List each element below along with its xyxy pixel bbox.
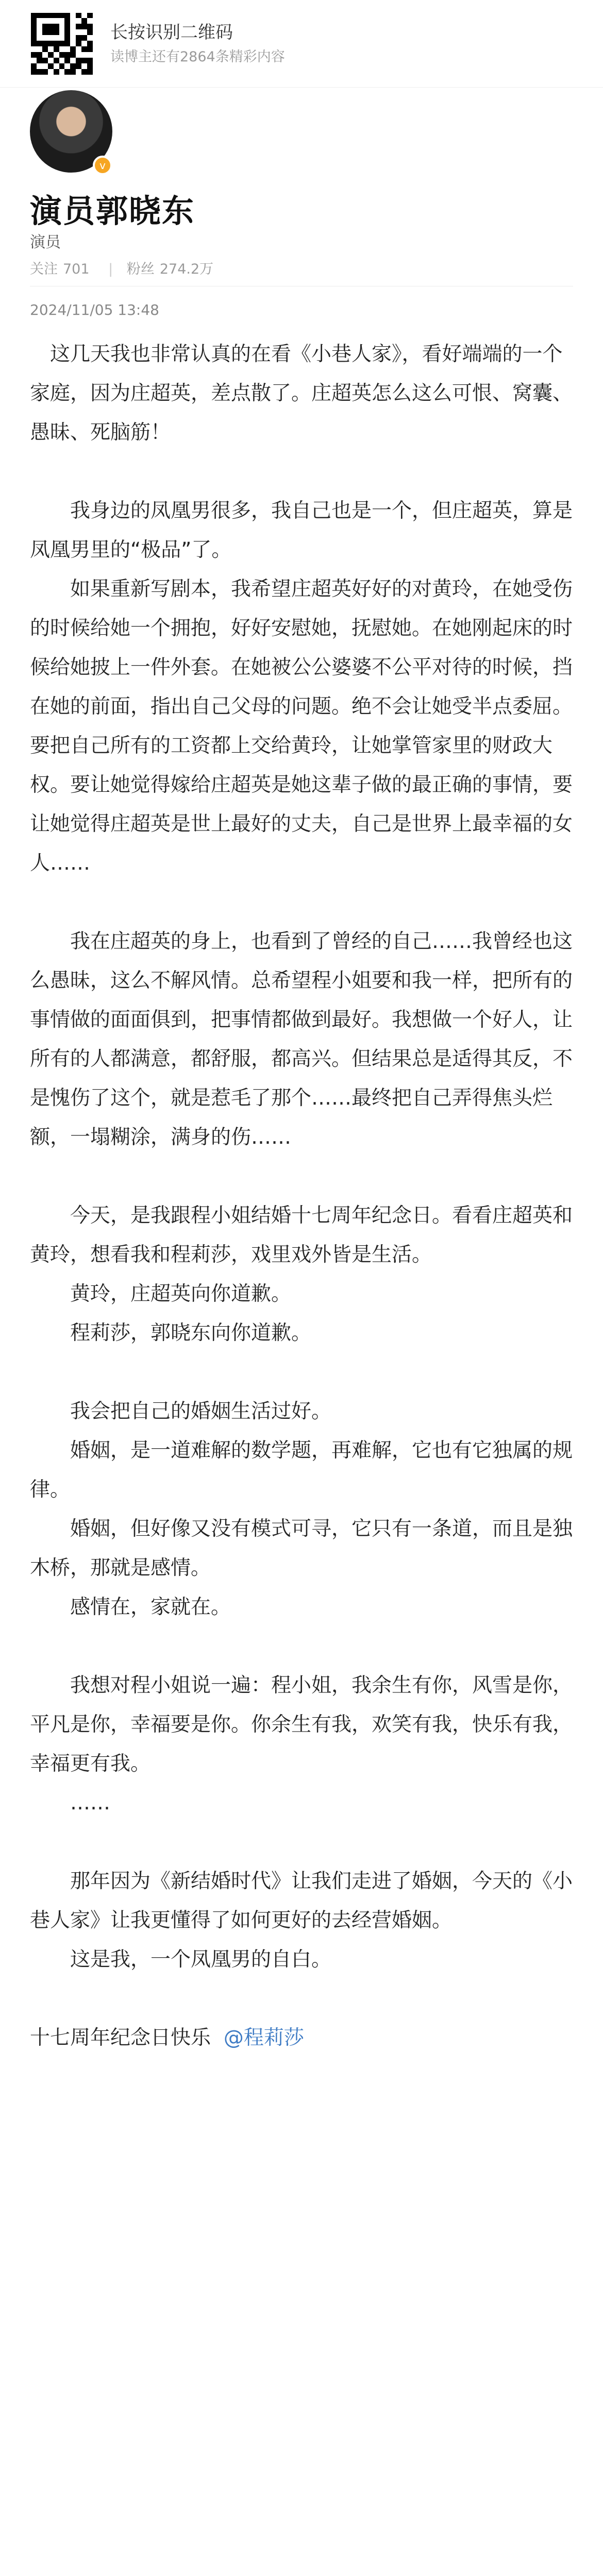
stats-separator: | [108, 261, 113, 277]
profile-stats [30, 258, 219, 278]
post-paragraph: 我会把自己的婚姻生活过好。 [70, 1400, 332, 1423]
qr-banner[interactable] [0, 0, 603, 88]
mention-link[interactable]: @程莉莎 [223, 2026, 304, 2049]
post-paragraph: 这是我，一个凤凰男的自白。 [70, 1948, 332, 1971]
post-paragraph: …… [70, 1791, 110, 1815]
v-badge-icon: v [93, 156, 112, 175]
post-paragraph: 这几天我也非常认真的在看《小巷人家》，看好端端的一个家庭，因为庄超英，差点散了。庄超英怎么这么可恨、窝囊、愚昧、死脑筋！ [30, 343, 573, 444]
fans-label: 粉丝 [126, 261, 155, 277]
post-paragraph: 程莉莎，郭晓东向你道歉。 [70, 1321, 312, 1345]
post-paragraph: 如果重新写剧本，我希望庄超英好好的对黄玲，在她受伤的时候给她一个拥抱，好好安慰她，抚慰她。在她刚起床的时候给她披上一件外套。在她被公公婆婆不公平对待的时候，挡在她的前面，指出自己父母的问题。绝不会让她受半点委屈。要把自己所有的工资都上交给黄玲，让她掌管家里的财政大权。要让她觉得嫁给庄超英是她这辈子做的最正确的事情，要让她觉得庄超英是世上最好的丈夫，自己是世界上最幸福的女人…… [30, 578, 573, 875]
profile-role: 演员 [30, 233, 61, 251]
post-paragraph: 感情在，家就在。 [70, 1596, 231, 1619]
post-closing-line [30, 2019, 573, 2058]
follow-label: 关注 [30, 261, 58, 277]
post-paragraph: 我在庄超英的身上，也看到了曾经的自己……我曾经也这么愚昧，这么不解风情。总希望程小姐要和我一样，把所有的事情做的面面俱到，把事情都做到最好。我想做一个好人，让所有的人都满意，都舒服，都高兴。但结果总是适得其反，不是愧伤了这个，就是惹毛了那个……最终把自己弄得焦头烂额，一塌糊涂，满身的伤…… [30, 930, 573, 1149]
post-paragraph: 我想对程小姐说一遍：程小姐，我余生有你，风雪是你，平凡是你，幸福要是你。你余生有我，欢笑有我，快乐有我，幸福更有我。 [30, 1674, 573, 1775]
anniversary-text: 十七周年纪念日快乐 [30, 2026, 211, 2049]
post-paragraph: 那年因为《新结婚时代》让我们走进了婚姻，今天的《小巷人家》让我更懂得了如何更好的去经营婚姻。 [30, 1870, 573, 1932]
qr-code-icon[interactable] [31, 13, 93, 75]
post-body [30, 335, 573, 2058]
qr-title: 长按识别二维码 [110, 22, 233, 43]
fans-count[interactable]: 274.2万 [159, 261, 214, 277]
post-paragraph: 婚姻，是一道难解的数学题，再难解，它也有它独属的规律。 [30, 1439, 573, 1501]
qr-subtitle: 读博主还有2864条精彩内容 [110, 48, 285, 65]
post-paragraph: 婚姻，但好像又没有模式可寻，它只有一条道，而且是独木桥，那就是感情。 [30, 1517, 573, 1580]
follow-count[interactable]: 701 [63, 261, 90, 277]
post-paragraph: 我身边的凤凰男很多，我自己也是一个，但庄超英，算是凤凰男里的“极品”了。 [30, 499, 573, 562]
post-date: 2024/11/05 13:48 [30, 301, 159, 318]
post-paragraph: 黄玲，庄超英向你道歉。 [70, 1282, 292, 1306]
qr-text [110, 19, 285, 69]
post-paragraph: 今天，是我跟程小姐结婚十七周年纪念日。看看庄超英和黄玲，想看我和程莉莎，戏里戏外皆是生活。 [30, 1204, 573, 1266]
profile-name[interactable]: 演员郭晓东 [30, 192, 195, 230]
